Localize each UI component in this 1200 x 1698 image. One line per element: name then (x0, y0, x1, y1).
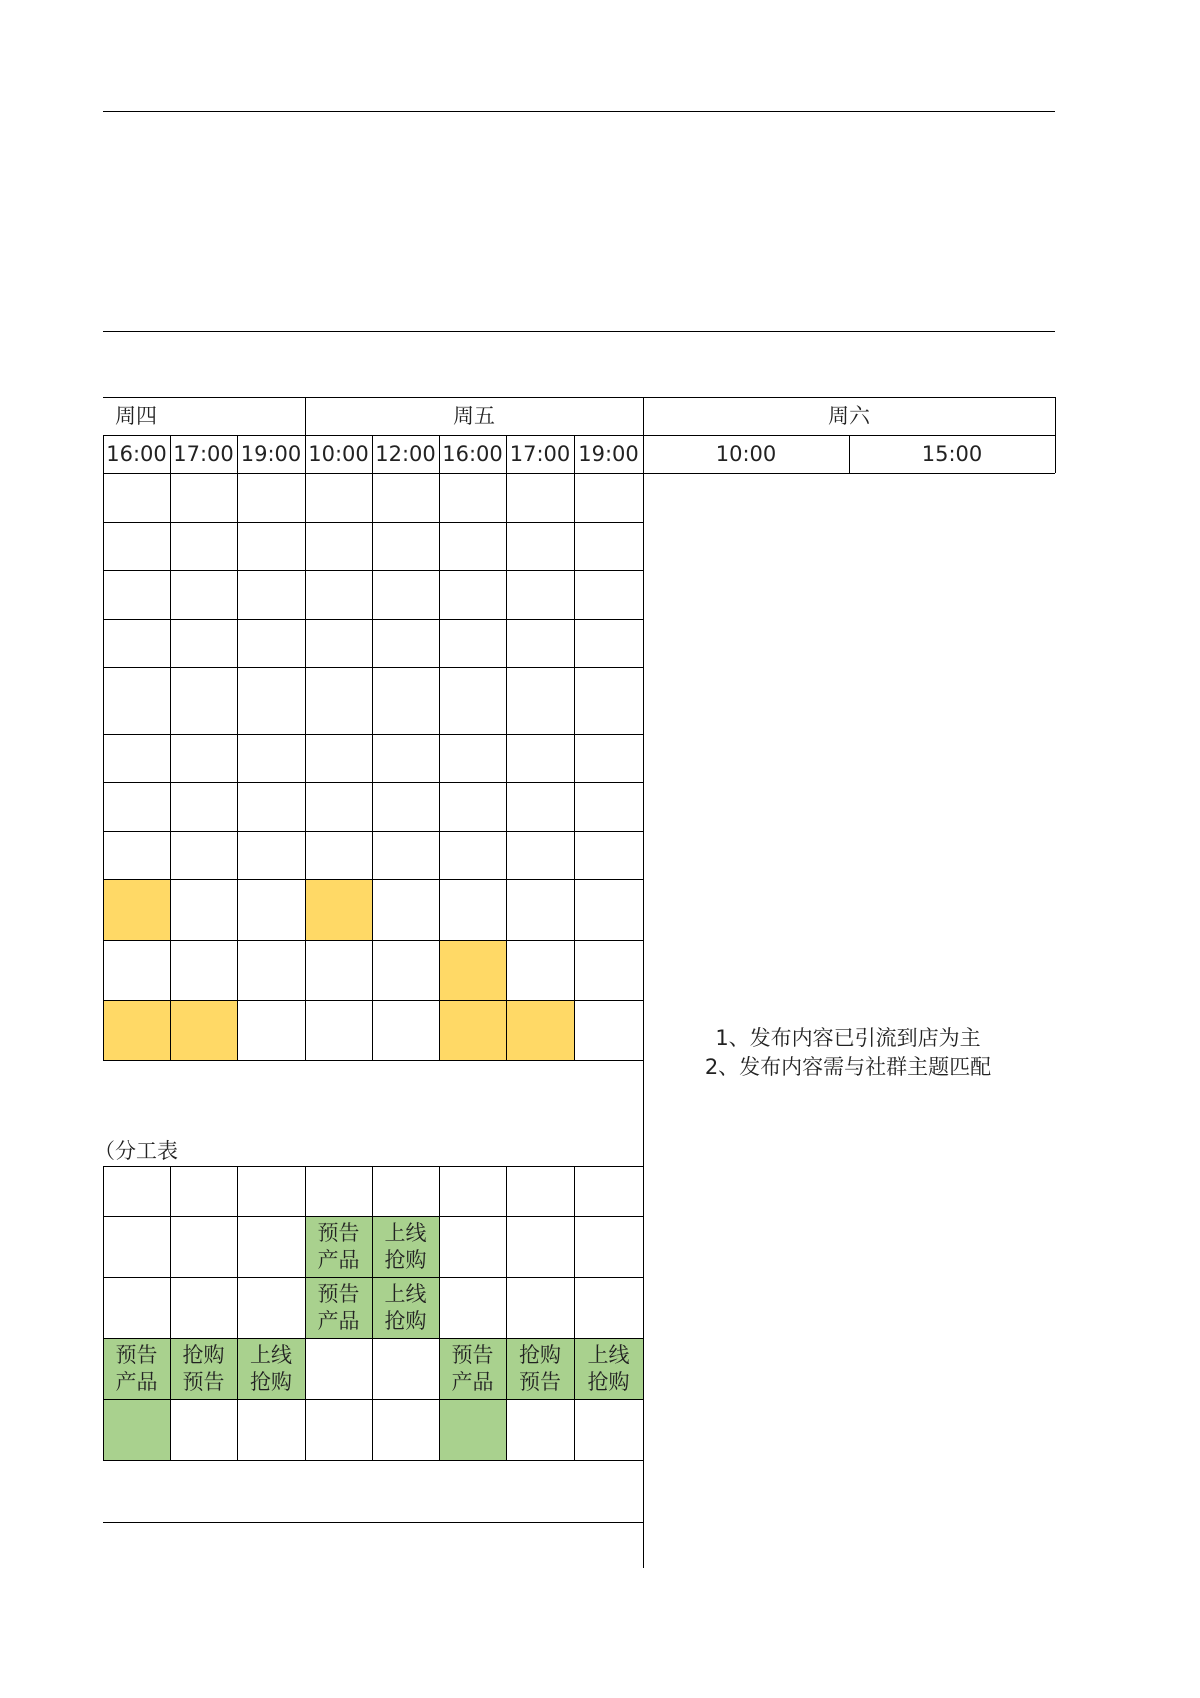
grid2-col-border (574, 1166, 575, 1460)
schedule-cell-highlight (439, 940, 506, 1000)
header-time-cell: 16:00 (106, 441, 167, 466)
grid2-row-border (103, 1338, 643, 1339)
header-time-cell: 12:00 (375, 441, 436, 466)
task-cell: 预告 产品 (305, 1216, 372, 1277)
grid1-row-border (103, 570, 643, 571)
bottom-rule (103, 1522, 643, 1523)
task-cell: 预告 产品 (103, 1338, 170, 1399)
task-cell: 预告 产品 (439, 1338, 506, 1399)
header-time-cell: 16:00 (442, 441, 503, 466)
header-time-sat-1: 10:00 (715, 441, 777, 466)
task-cell: 预告 产品 (305, 1277, 372, 1338)
second-rule (103, 331, 1055, 332)
schedule-cell-highlight (103, 1000, 170, 1060)
header-time-cell: 10:00 (308, 441, 369, 466)
note-line-2: 2、发布内容需与社群主题匹配 (704, 1055, 992, 1079)
header-time-divider (849, 435, 850, 473)
schedule-cell-highlight (170, 1000, 237, 1060)
grid1-row-border (103, 619, 643, 620)
header-time-cell: 17:00 (173, 441, 234, 466)
header-right-border (1055, 397, 1056, 473)
task-cell: 上线 抢购 (237, 1338, 305, 1399)
task-cell: 上线 抢购 (574, 1338, 643, 1399)
grid1-col-border (305, 473, 306, 1060)
grid1-col-border (103, 473, 104, 1060)
header-day-friday: 周五 (453, 403, 495, 428)
grid1-col-border (439, 473, 440, 1060)
grid1-row-border (103, 879, 643, 880)
schedule-cell-highlight (506, 1000, 574, 1060)
grid2-row-border (103, 1277, 643, 1278)
grid2-row-border (103, 1399, 643, 1400)
section-divider (643, 1060, 644, 1166)
grid2-row-border (103, 1460, 643, 1461)
header-day-divider (643, 397, 644, 435)
grid2-row-border (103, 1166, 643, 1167)
grid1-row-border (103, 1060, 643, 1061)
task-cell-empty (103, 1399, 170, 1460)
task-cell: 抢购 预告 (506, 1338, 574, 1399)
top-rule (103, 111, 1055, 112)
note-line-1: 1、发布内容已引流到店为主 (715, 1026, 981, 1050)
grid2-col-border (506, 1166, 507, 1460)
grid2-col-border (305, 1166, 306, 1460)
grid1-row-border (103, 1000, 643, 1001)
grid2-col-border (103, 1166, 104, 1460)
section-divider (643, 1460, 644, 1568)
grid2-col-border (170, 1166, 171, 1460)
grid1-row-border (103, 667, 643, 668)
schedule-cell-highlight (103, 879, 170, 940)
task-cell: 上线 抢购 (372, 1277, 439, 1338)
notes-block (683, 1024, 1013, 1082)
grid1-col-border (170, 473, 171, 1060)
grid1-col-border (237, 473, 238, 1060)
header-time-divider (643, 435, 644, 473)
header-top-border (103, 397, 1055, 398)
grid1-col-border (506, 473, 507, 1060)
header-day-divider (305, 397, 306, 435)
header-time-cell: 19:00 (240, 441, 302, 466)
task-cell-empty (439, 1399, 506, 1460)
grid1-row-border (103, 782, 643, 783)
grid2-col-border (237, 1166, 238, 1460)
section2-title: 分工表） (94, 1139, 178, 1163)
grid2-col-border (439, 1166, 440, 1460)
grid1-col-border (372, 473, 373, 1060)
header-day-saturday: 周六 (828, 403, 870, 428)
grid2-col-border (372, 1166, 373, 1460)
grid1-row-border (103, 734, 643, 735)
grid1-row-border (103, 522, 643, 523)
grid1-row-border (103, 473, 643, 474)
grid2-row-border (103, 1216, 643, 1217)
task-cell: 抢购 预告 (170, 1338, 237, 1399)
header-time-cell: 19:00 (578, 441, 639, 466)
schedule-cell-highlight (305, 879, 372, 940)
grid1-row-border (103, 940, 643, 941)
grid1-col-border (643, 473, 644, 1060)
grid2-col-border (643, 1166, 644, 1460)
header-time-sat-2: 15:00 (921, 441, 983, 466)
grid1-row-border (103, 831, 643, 832)
schedule-cell-highlight (439, 1000, 506, 1060)
grid1-col-border (574, 473, 575, 1060)
header-day-thursday: 周四 (115, 403, 157, 428)
task-cell: 上线 抢购 (372, 1216, 439, 1277)
header-time-cell: 17:00 (509, 441, 571, 466)
